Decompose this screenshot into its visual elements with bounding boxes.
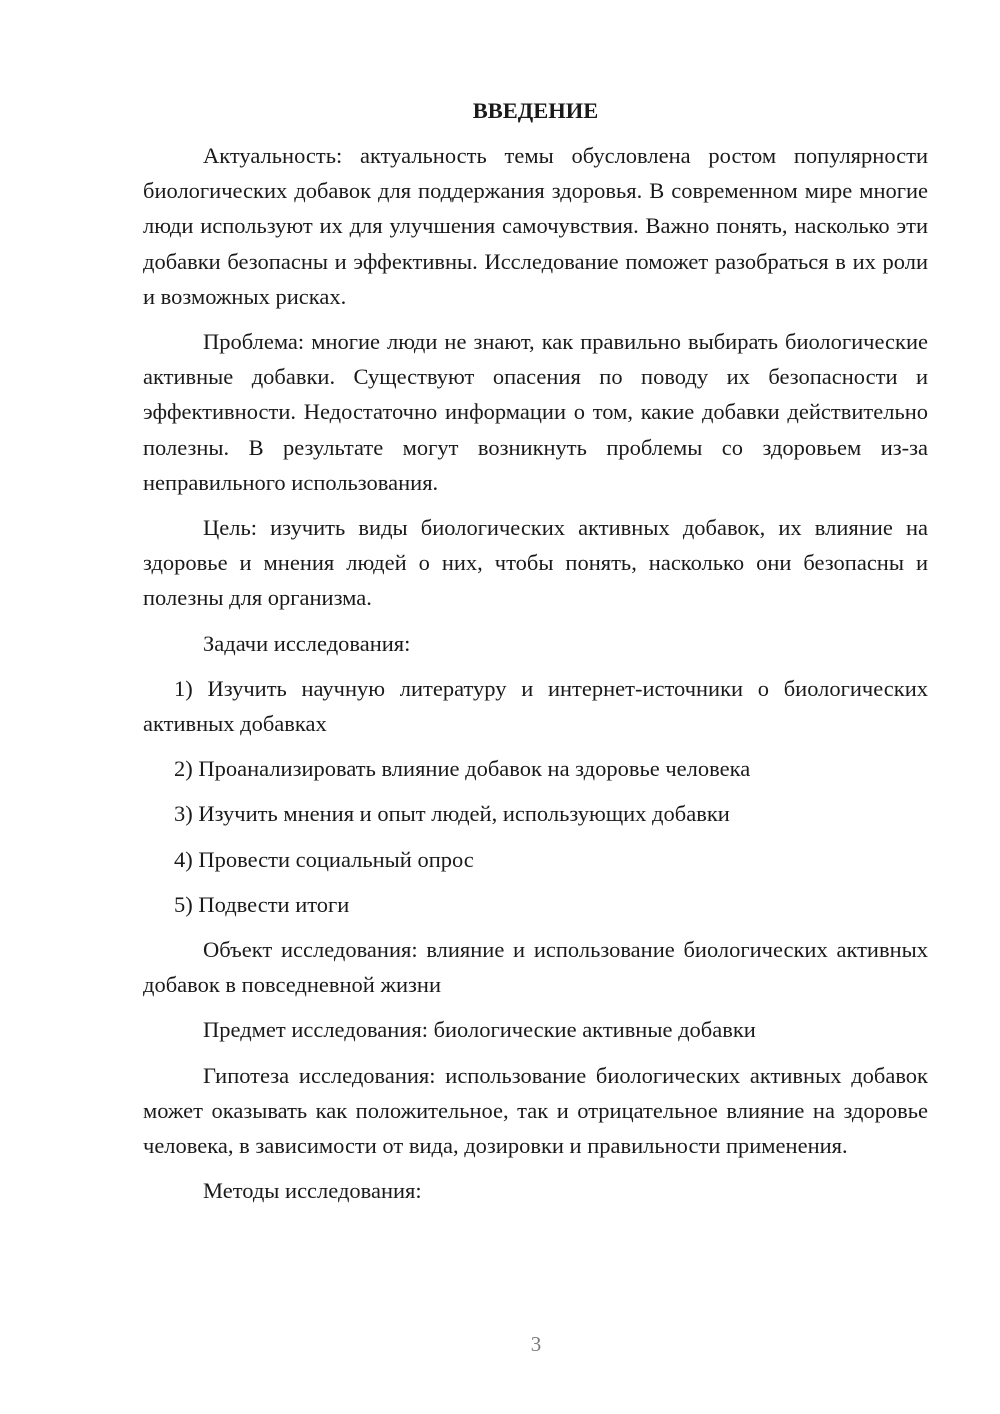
list-item: 4) Провести социальный опрос — [174, 846, 474, 872]
methods-heading: Методы исследования: — [203, 1178, 422, 1204]
page-number: 3 — [530, 1332, 542, 1356]
list-item: 3) Изучить мнения и опыт людей, использующих добавки — [174, 801, 730, 827]
paragraph-relevance: Актуальность: актуальность темы обусловлена ростом популярности биологических добавок для поддержания здоровья. В современном мире многие люди используют их для улучшения самочувствия. Важно понять, насколько эти добавки безопасны и эффективны. Исследование поможет разобраться в их роли и возможных рисках. — [143, 143, 928, 309]
list-item: 5) Подвести итоги — [174, 891, 350, 917]
tasks-list — [143, 671, 928, 922]
paragraph-problem: Проблема: многие люди не знают, как правильно выбирать биологические активные добавки. Существуют опасения по поводу их безопасности и эффективности. Недостаточно информации о том, какие добавки действительно полезны. В результате могут возникнуть проблемы со здоровьем из-за неправильного использования. — [143, 329, 928, 495]
paragraph-object: Объект исследования: влияние и использование биологических активных добавок в повседневной жизни — [143, 937, 928, 998]
paragraph-hypothesis: Гипотеза исследования: использование биологических активных добавок может оказывать как положительное, так и отрицательное влияние на здоровье человека, в зависимости от вида, дозировки и правильности применения. — [143, 1062, 928, 1159]
section-title: ВВЕДЕНИЕ — [472, 98, 599, 123]
paragraph-goal: Цель: изучить виды биологических активных добавок, их влияние на здоровье и мнения людей о них, чтобы понять, насколько они безопасны и полезны для организма. — [143, 515, 928, 611]
tasks-heading: Задачи исследования: — [203, 630, 411, 656]
list-item: 2) Проанализировать влияние добавок на здоровье человека — [174, 756, 751, 782]
list-item: 1) Изучить научную литературу и интернет-источники о биологических активных добавках — [143, 675, 928, 737]
paragraph-subject: Предмет исследования: биологические активные добавки — [203, 1017, 756, 1043]
document-body — [143, 93, 928, 1218]
